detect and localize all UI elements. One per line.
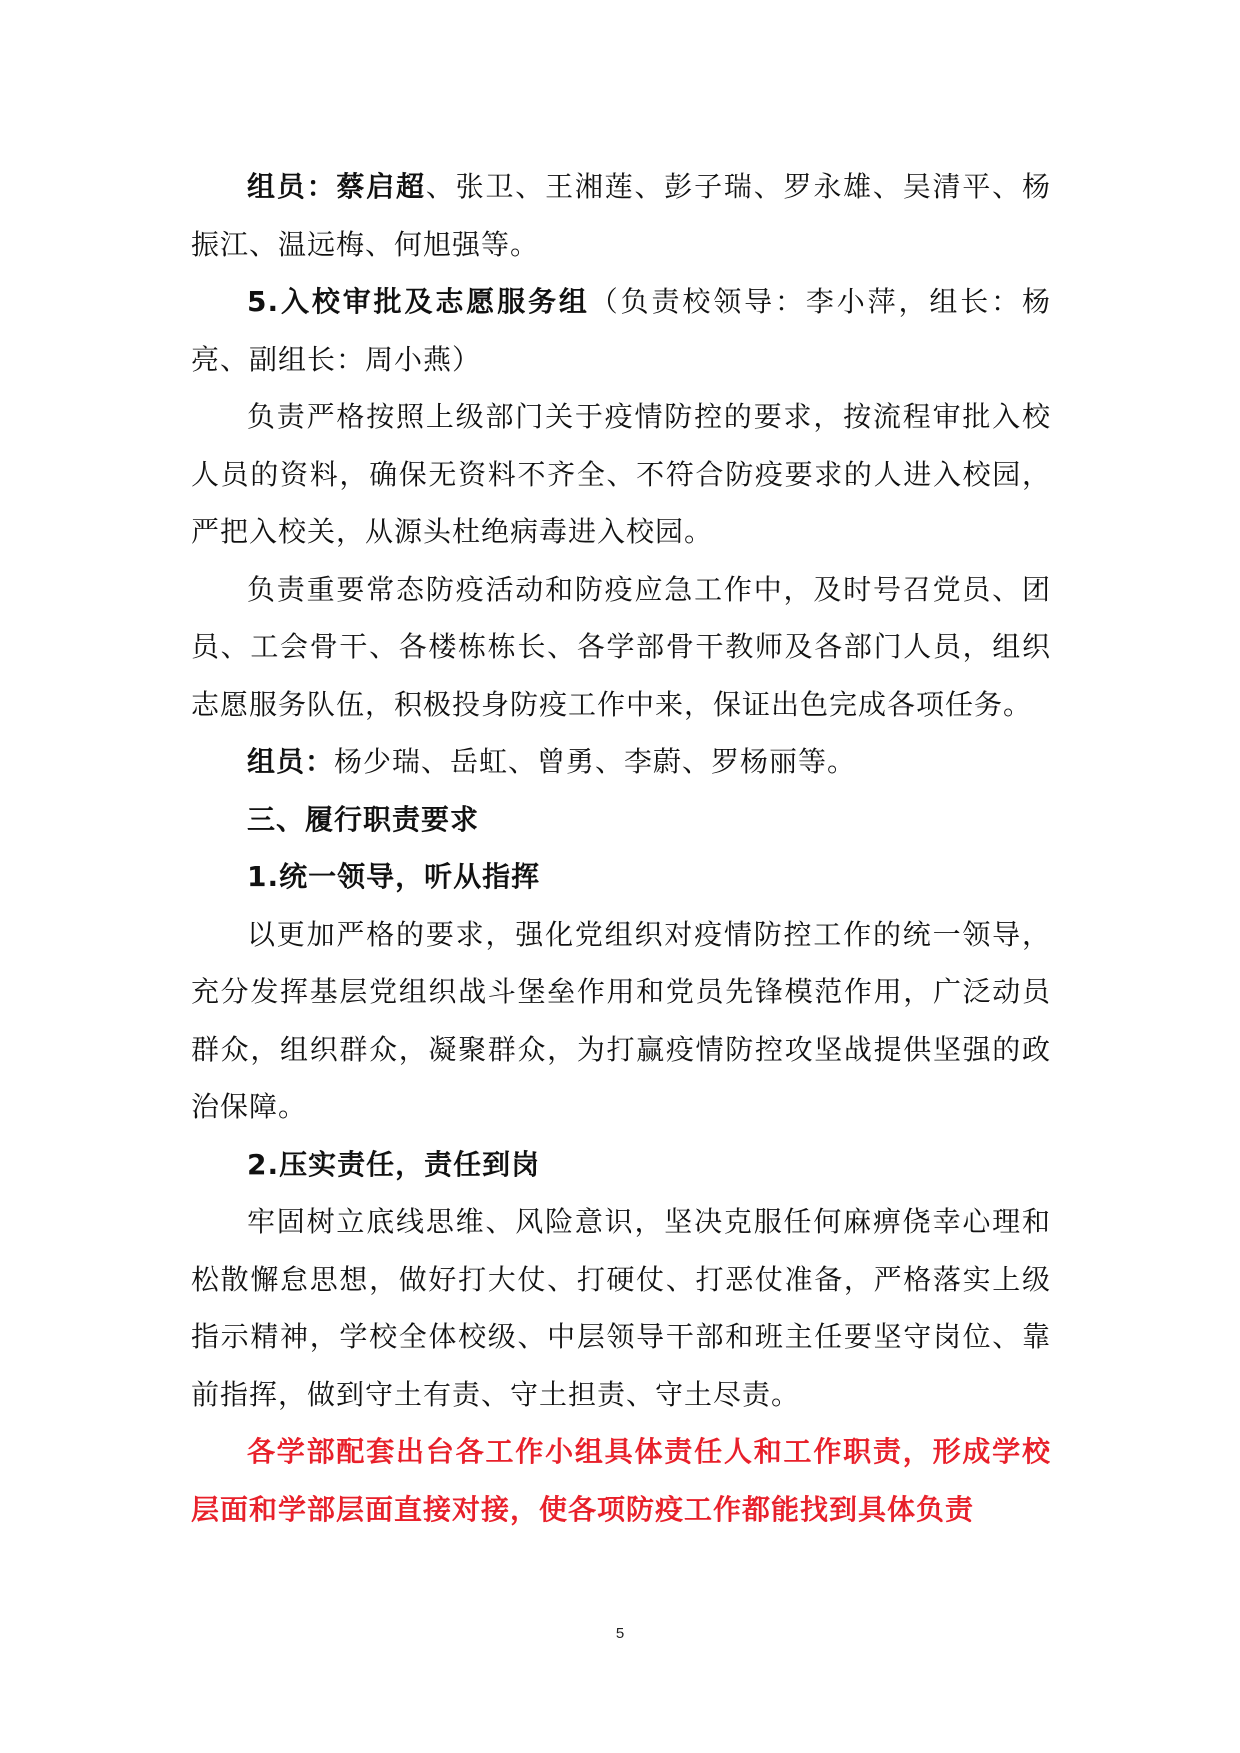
paragraph-unified-leadership: 以更加严格的要求，强化党组织对疫情防控工作的统一领导，充分发挥基层党组织战斗堡垒作用和党员先锋模范作用，广泛动员群众，组织群众，凝聚群众，为打赢疫情防控攻坚战提供坚强的政治保障。 (191, 917, 1051, 1123)
members-list: 杨少瑞、岳虹、曾勇、李蔚、罗杨丽等。 (334, 745, 857, 778)
subheading-2: 2.压实责任，责任到岗 (247, 1147, 541, 1181)
subheading-1: 1.统一领导，听从指挥 (247, 860, 541, 893)
page-number: 5 (615, 1625, 625, 1642)
members-list: 、张卫、王湘莲、彭子瑞、罗永雄、吴清平、杨振江、温远梅、何旭强等。 (191, 170, 1051, 261)
document-body (191, 158, 1051, 1538)
group-5-title: 5.入校审批及志愿服务组 (247, 285, 590, 318)
paragraph-red-highlight: 各学部配套出台各工作小组具体责任人和工作职责，形成学校层面和学部层面直接对接，使各项防疫工作都能找到具体负责 (191, 1435, 1051, 1526)
paragraph-responsibility: 牢固树立底线思维、风险意识，坚决克服任何麻痹侥幸心理和松散懈怠思想，做好打大仗、打硬仗、打恶仗准备，严格落实上级指示精神，学校全体校级、中层领导干部和班主任要坚守岗位、靠前指挥，做到守土有责、守土担责、守土尽责。 (191, 1205, 1051, 1411)
group-5-note: （负责校领导：李小萍，组长：杨亮、副组长：周小燕） (191, 285, 1051, 376)
members-label: 组员： (247, 745, 335, 778)
paragraph-group-members-4 (191, 158, 1051, 273)
paragraph-approval-duty: 负责严格按照上级部门关于疫情防控的要求，按流程审批入校人员的资料，确保无资料不齐全、不符合防疫要求的人进入校园，严把入校关，从源头杜绝病毒进入校园。 (191, 400, 1051, 548)
paragraph-volunteer-duty: 负责重要常态防疫活动和防疫应急工作中，及时号召党员、团员、工会骨干、各楼栋栋长、各学部骨干教师及各部门人员，组织志愿服务队伍，积极投身防疫工作中来，保证出色完成各项任务。 (191, 572, 1051, 721)
paragraph-group-members-5 (191, 733, 1051, 791)
section-heading-3: 三、履行职责要求 (247, 802, 480, 836)
paragraph-group-5-title (191, 273, 1051, 388)
bold-member-name: 蔡启超 (336, 170, 426, 203)
members-label: 组员： (247, 170, 337, 203)
